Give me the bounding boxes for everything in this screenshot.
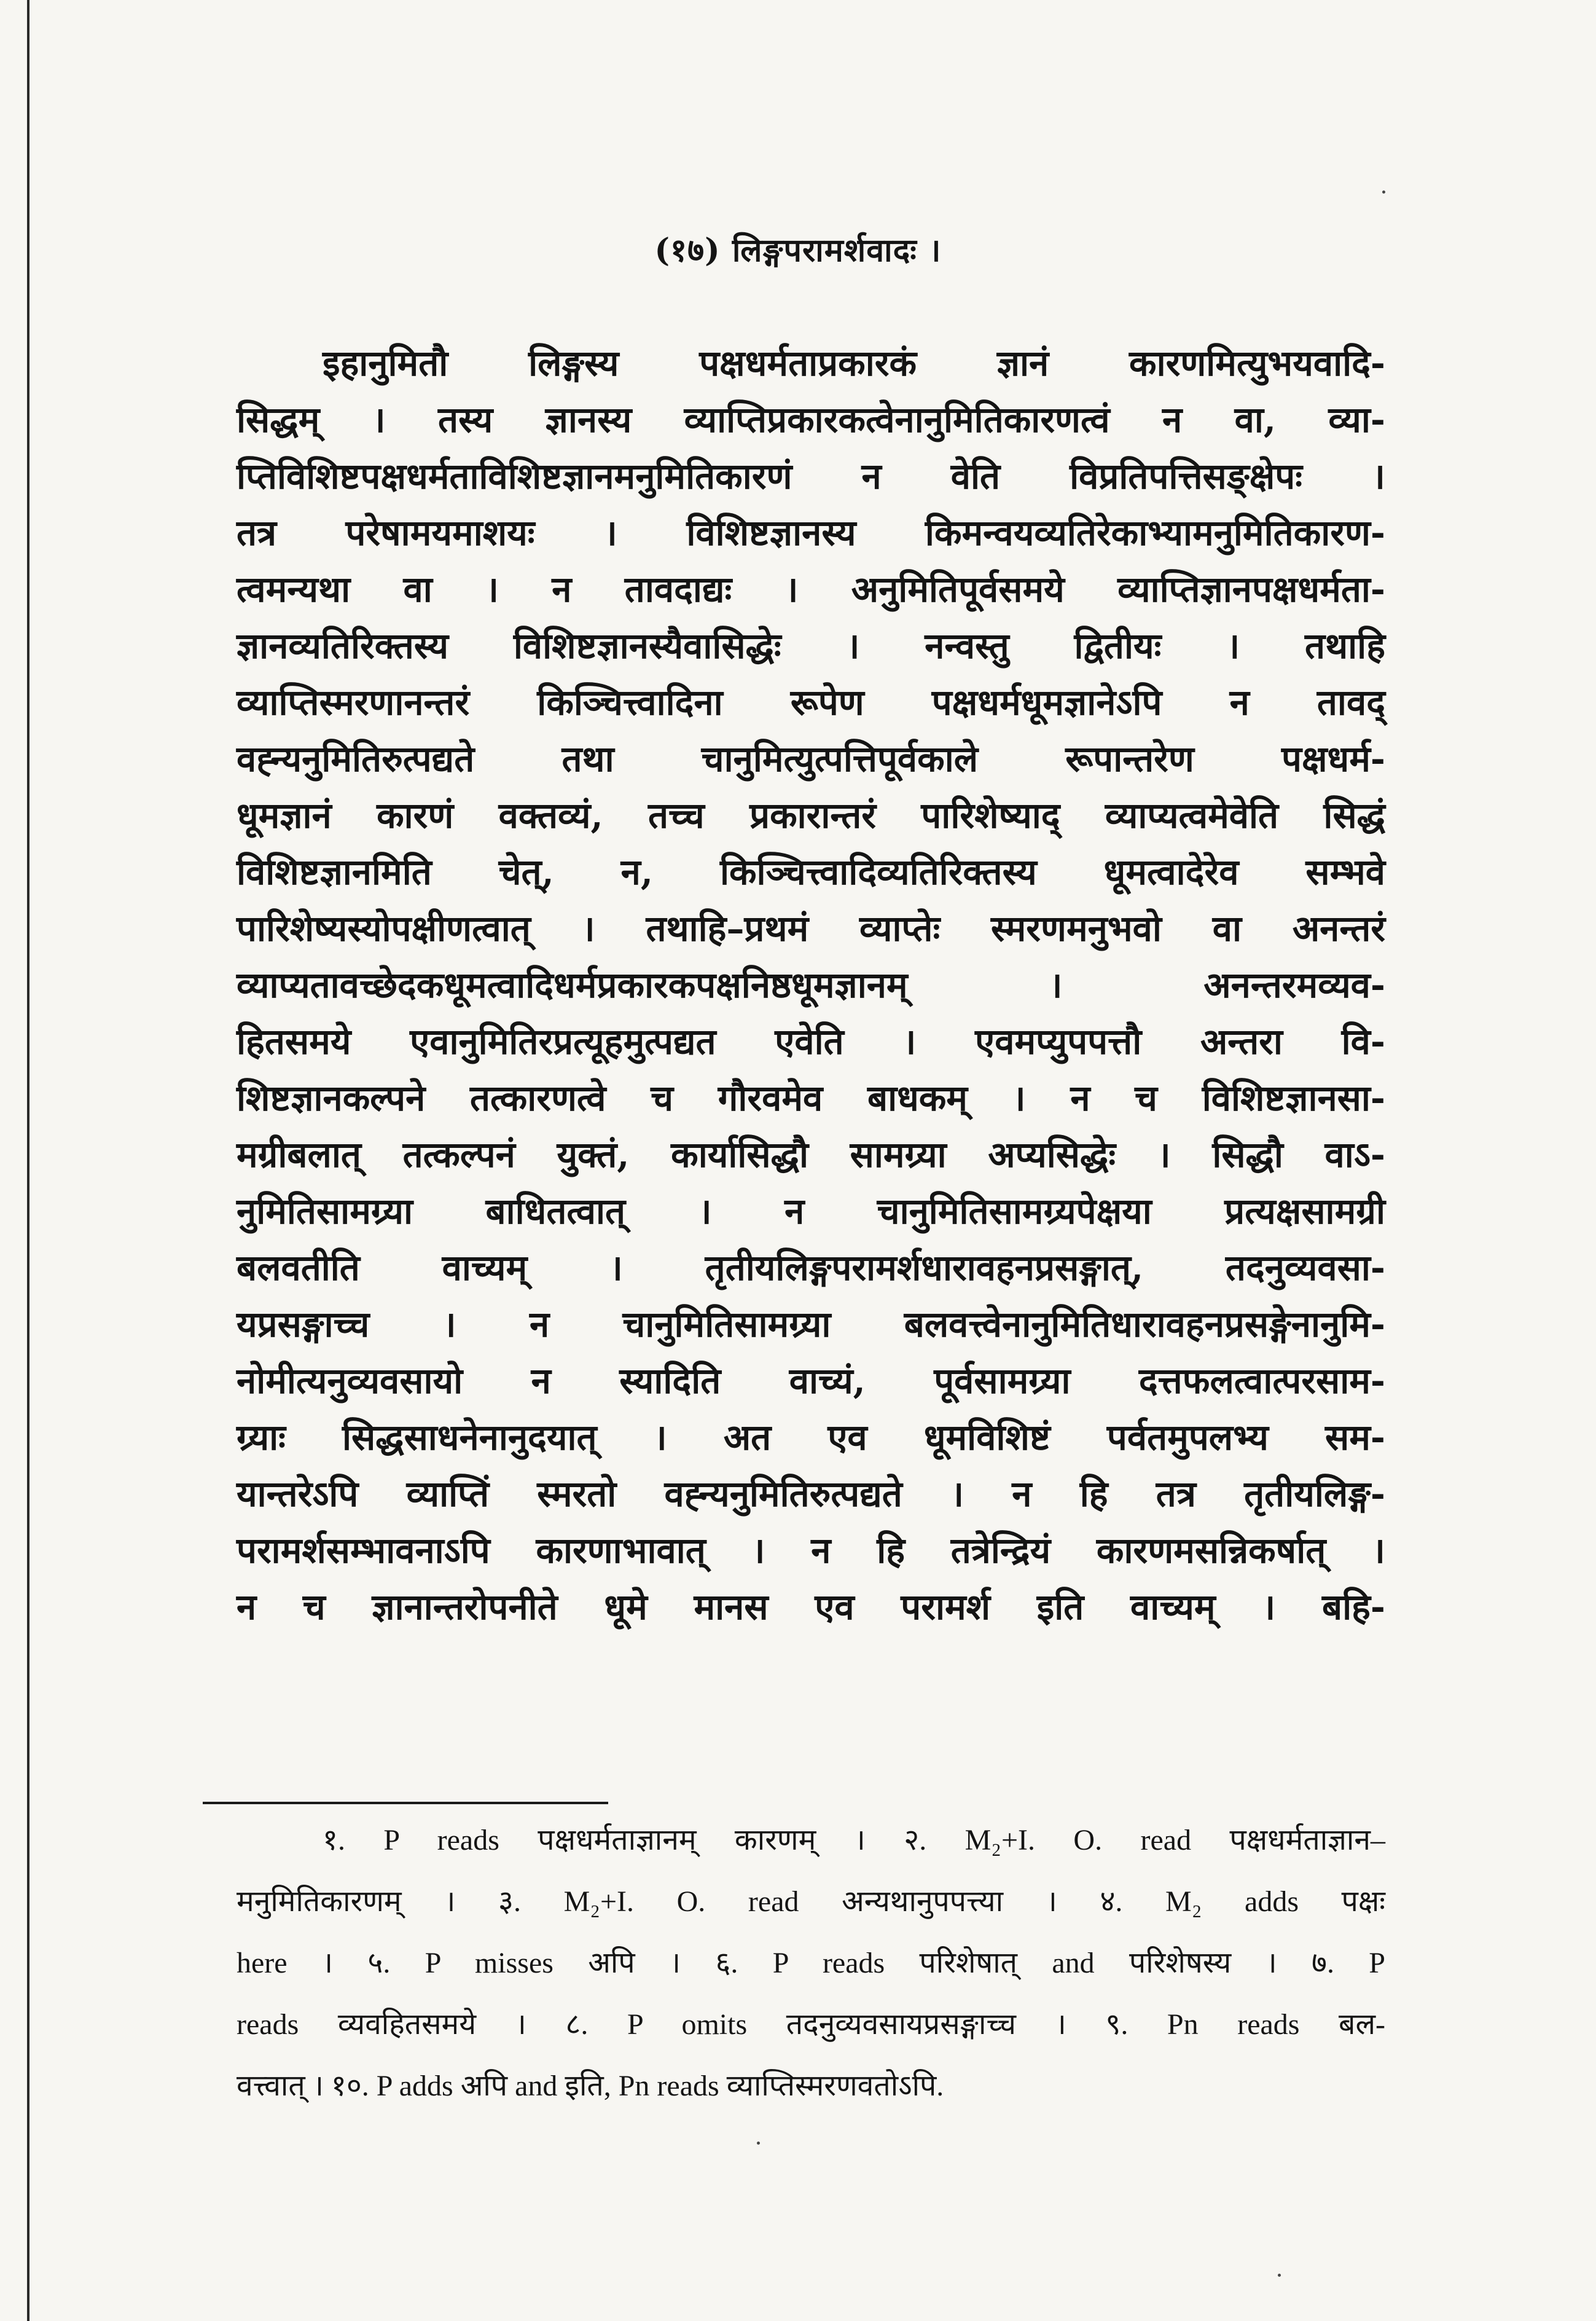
paper-speck bbox=[1278, 2274, 1281, 2277]
text-line: बलवतीति वाच्यम् । तृतीयलिङ्गपरामर्शधारावहनप्रसङ्गात्, तदनुव्यवसा- bbox=[237, 1247, 1385, 1289]
text-line: धूमज्ञानं कारणं वक्तव्यं, तच्च प्रकारान्तरं पारिशेष्याद् व्याप्यत्वमेवेति सिद्धं bbox=[237, 795, 1385, 836]
paper-speck bbox=[1382, 190, 1385, 194]
footnotes bbox=[237, 1810, 1385, 2117]
text-line: परामर्शसम्भावनाऽपि कारणाभावात् । न हि तत्रेन्द्रियं कारणमसन्निकर्षात् । bbox=[237, 1530, 1385, 1571]
text-line: मग्रीबलात् तत्कल्पनं युक्तं, कार्यासिद्धौ सामग्र्या अप्यसिद्धेः । सिद्धौ वाऽ- bbox=[237, 1134, 1385, 1176]
main-text bbox=[237, 335, 1385, 1635]
text-line: ज्ञानव्यतिरिक्तस्य विशिष्टज्ञानस्यैवासिद्धेः । नन्वस्तु द्वितीयः । तथाहि bbox=[237, 625, 1385, 667]
footnote-line: reads व्यवहितसमये । ८. P omits तदनुव्यवसायप्रसङ्गाच्च । ९. Pn reads बल- bbox=[237, 2008, 1385, 2041]
footnote-line: १. P reads पक्षधर्मताज्ञानम् कारणम् । २. M₂+I. O. read पक्षधर्मताज्ञान– bbox=[323, 1824, 1385, 1856]
text-line: शिष्टज्ञानकल्पने तत्कारणत्वे च गौरवमेव बाधकम् । न च विशिष्टज्ञानसा- bbox=[237, 1077, 1385, 1119]
footnote-line: मनुमितिकारणम् । ३. M₂+I. O. read अन्यथानुपपत्त्या । ४. M₂ adds पक्षः bbox=[237, 1885, 1385, 1918]
text-line: पारिशेष्यस्योपक्षीणत्वात् । तथाहि–प्रथमं व्याप्तेः स्मरणमनुभवो वा अनन्तरं bbox=[237, 908, 1385, 949]
text-line: यप्रसङ्गाच्च । न चानुमितिसामग्र्या बलवत्त्वेनानुमितिधारावहनप्रसङ्गेनानुमि- bbox=[237, 1303, 1385, 1345]
paper-speck bbox=[757, 2142, 760, 2145]
page-title: (१७) लिङ्गपरामर्शवादः । bbox=[654, 232, 942, 269]
text-line: व्याप्तिस्मरणानन्तरं किञ्चित्त्वादिना रूपेण पक्षधर्मधूमज्ञानेऽपि न तावद् bbox=[237, 681, 1385, 723]
text-line: न च ज्ञानान्तरोपनीते धूमे मानस एव परामर्श इति वाच्यम् । बहि- bbox=[237, 1586, 1385, 1628]
text-line: ग्र्याः सिद्धसाधनेनानुदयात् । अत एव धूमविशिष्टं पर्वतमुपलभ्य सम- bbox=[237, 1416, 1385, 1458]
text-line: नोमीत्यनुव्यवसायो न स्यादिति वाच्यं, पूर्वसामग्र्या दत्तफलत्वात्परसाम- bbox=[237, 1360, 1385, 1402]
text-line: नुमितिसामग्र्या बाधितत्वात् । न चानुमितिसामग्र्यपेक्षया प्रत्यक्षसामग्री bbox=[237, 1190, 1385, 1232]
text-line: सिद्धम् । तस्य ज्ञानस्य व्याप्तिप्रकारकत्वेनानुमितिकारणत्वं न वा, व्या- bbox=[237, 399, 1385, 441]
text-line: हितसमये एवानुमितिरप्रत्यूहमुत्पद्यत एवेति । एवमप्युपपत्तौ अन्तरा वि- bbox=[237, 1021, 1385, 1062]
text-line: त्वमन्यथा वा । न तावदाद्यः । अनुमितिपूर्वसमये व्याप्तिज्ञानपक्षधर्मता- bbox=[237, 568, 1385, 610]
text-line: तत्र परेषामयमाशयः । विशिष्टज्ञानस्य किमन्वयव्यतिरेकाभ्यामनुमितिकारण- bbox=[237, 512, 1385, 554]
text-line: यान्तरेऽपि व्याप्तिं स्मरतो वह्न्यनुमितिरुत्पद्यते । न हि तत्र तृतीयलिङ्ग- bbox=[237, 1473, 1385, 1515]
text-line: व्याप्यतावच्छेदकधूमत्वादिधर्मप्रकारकपक्षनिष्ठधूमज्ञानम् । अनन्तरमव्यव- bbox=[237, 964, 1385, 1006]
footnote-divider bbox=[203, 1802, 608, 1804]
text-line: प्तिविशिष्टपक्षधर्मताविशिष्टज्ञानमनुमितिकारणं न वेति विप्रतिपत्तिसङ्क्षेपः । bbox=[237, 455, 1385, 497]
text-line: विशिष्टज्ञानमिति चेत्, न, किञ्चित्त्वादिव्यतिरिक्तस्य धूमत्वादेरेव सम्भवे bbox=[237, 851, 1385, 893]
footnote-line: here । ५. P misses अपि । ६. P reads परिशेषात् and परिशेषस्य । ७. P bbox=[237, 1947, 1385, 1979]
text-line: इहानुमितौ लिङ्गस्य पक्षधर्मताप्रकारकं ज्ञानं कारणमित्युभयवादि- bbox=[323, 342, 1385, 384]
page-edge-rule bbox=[27, 0, 29, 2321]
text-line: वह्न्यनुमितिरुत्पद्यते तथा चानुमित्युत्पत्तिपूर्वकाले रूपान्तरेण पक्षधर्म- bbox=[237, 738, 1385, 780]
footnote-line: वत्त्वात् । १०. P adds अपि and इति, Pn reads व्याप्तिस्मरणवतोऽपि. bbox=[237, 2070, 944, 2102]
